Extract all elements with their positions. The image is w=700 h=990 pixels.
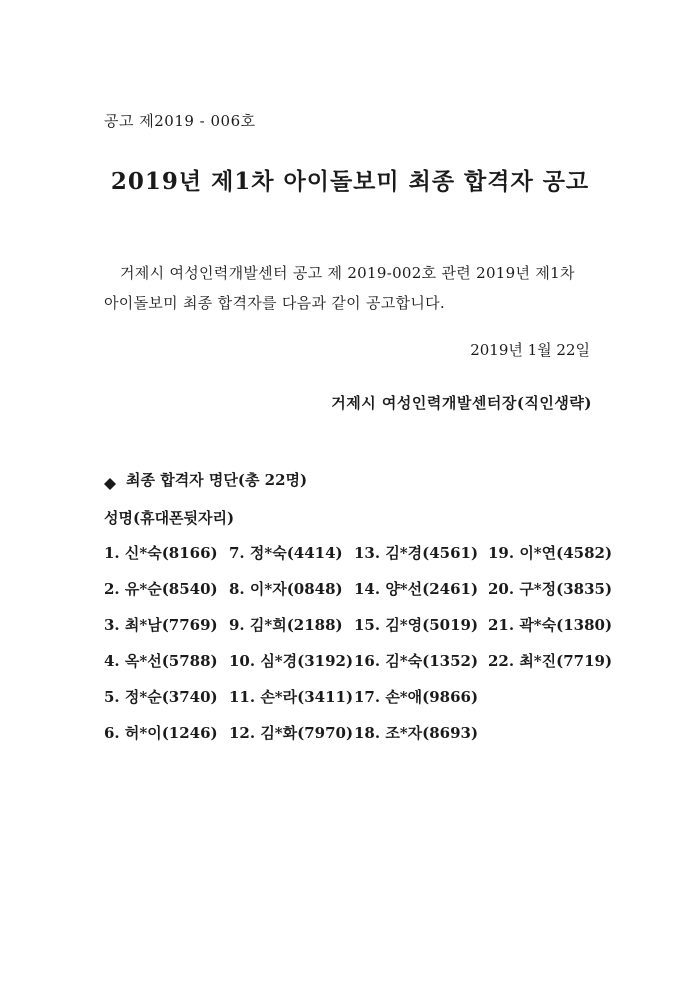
roster-entry: 9. 김*희(2188)	[229, 616, 343, 634]
roster-entry: 17. 손*애(9866)	[354, 688, 479, 706]
diamond-bullet-icon	[104, 478, 116, 484]
roster-entry: 21. 곽*숙(1380)	[488, 616, 613, 634]
roster-row	[104, 542, 624, 578]
notice-date: 2019년 1월 22일	[470, 341, 590, 359]
roster-list	[104, 542, 624, 758]
section-heading-text: 최종 합격자 명단(총 22명)	[126, 471, 308, 489]
section-heading	[104, 469, 307, 490]
roster-entry: 15. 김*영(5019)	[354, 616, 479, 634]
roster-row	[104, 650, 624, 686]
roster-entry: 13. 김*경(4561)	[354, 544, 479, 562]
roster-entry: 14. 양*선(2461)	[354, 580, 479, 598]
roster-row	[104, 722, 624, 758]
signer: 거제시 여성인력개발센터장(직인생략)	[331, 394, 592, 412]
roster-entry: 3. 최*남(7769)	[104, 616, 218, 634]
roster-entry: 7. 정*숙(4414)	[229, 544, 343, 562]
roster-entry: 10. 심*경(3192)	[229, 652, 354, 670]
roster-entry: 5. 정*순(3740)	[104, 688, 218, 706]
notice-body	[104, 258, 604, 318]
roster-entry: 6. 허*이(1246)	[104, 724, 218, 742]
roster-entry: 18. 조*자(8693)	[354, 724, 479, 742]
body-line-1: 거제시 여성인력개발센터 공고 제 2019-002호 관련 2019년 제1차	[120, 264, 575, 282]
roster-entry: 12. 김*화(7970)	[229, 724, 354, 742]
page-title: 2019년 제1차 아이돌보미 최종 합격자 공고	[110, 168, 590, 195]
roster-entry: 22. 최*진(7719)	[488, 652, 613, 670]
column-heading: 성명(휴대폰뒷자리)	[104, 509, 235, 527]
roster-entry: 2. 유*순(8540)	[104, 580, 218, 598]
roster-row	[104, 686, 624, 722]
roster-entry: 11. 손*라(3411)	[229, 688, 354, 706]
roster-entry: 4. 옥*선(5788)	[104, 652, 218, 670]
roster-entry: 8. 이*자(0848)	[229, 580, 343, 598]
roster-entry: 1. 신*숙(8166)	[104, 544, 218, 562]
roster-entry: 16. 김*숙(1352)	[354, 652, 479, 670]
body-line-2: 아이돌보미 최종 합격자를 다음과 같이 공고합니다.	[104, 294, 446, 312]
notice-number: 공고 제2019 - 006호	[104, 112, 256, 130]
roster-entry: 20. 구*정(3835)	[488, 580, 613, 598]
roster-entry: 19. 이*연(4582)	[488, 544, 613, 562]
roster-row	[104, 578, 624, 614]
roster-row	[104, 614, 624, 650]
